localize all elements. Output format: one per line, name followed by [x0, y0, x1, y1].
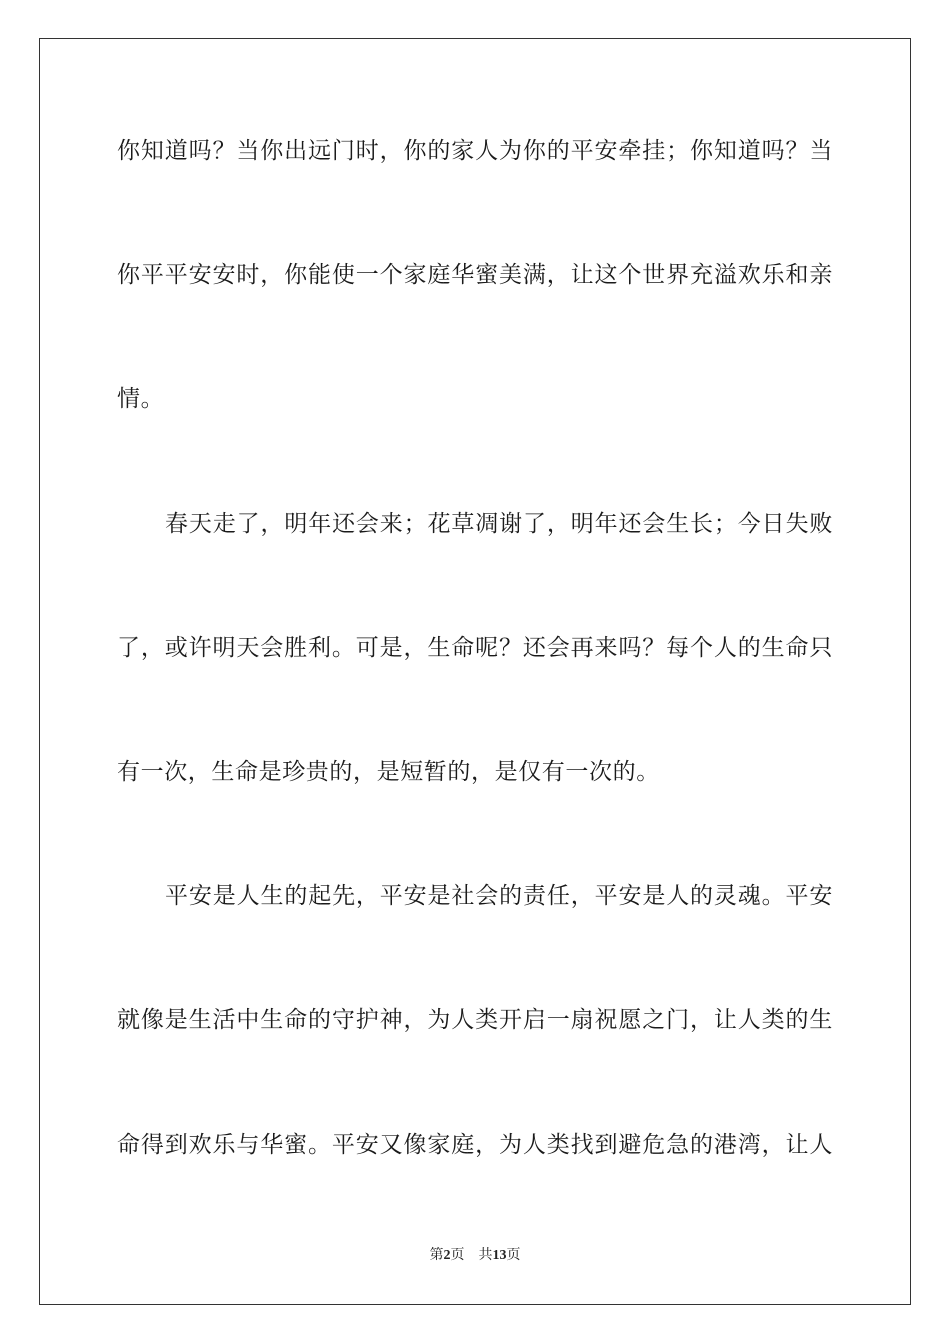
paragraph-2-line-3: 有一次，生命是珍贵的，是短暂的，是仅有一次的。 — [117, 759, 660, 785]
paragraph-1-line-3: 情。 — [117, 386, 165, 412]
page-number: 2 — [443, 1248, 451, 1263]
total-prefix: 共 — [478, 1248, 493, 1263]
total-pages: 13 — [492, 1248, 507, 1263]
paragraph-2-line-2: 了，或许明天会胜利。可是，生命呢？还会再来吗？每个人的生命只 — [117, 635, 833, 661]
paragraph-1-line-1: 你知道吗？当你出远门时，你的家人为你的平安牵挂；你知道吗？当 — [117, 138, 833, 164]
page-border — [39, 38, 911, 1305]
page-footer — [0, 1247, 950, 1265]
total-suffix: 页 — [506, 1248, 521, 1263]
paragraph-2-line-1: 春天走了，明年还会来；花草凋谢了，明年还会生长；今日失败 — [165, 511, 833, 537]
paragraph-3-line-3: 命得到欢乐与华蜜。平安又像家庭，为人类找到避危急的港湾，让人 — [117, 1132, 833, 1158]
paragraph-3-line-1: 平安是人生的起先，平安是社会的责任，平安是人的灵魂。平安 — [165, 883, 833, 909]
paragraph-3-line-2: 就像是生活中生命的守护神，为人类开启一扇祝愿之门，让人类的生 — [117, 1007, 833, 1033]
page-prefix: 第 — [429, 1248, 444, 1263]
page-suffix: 页 — [450, 1248, 465, 1263]
paragraph-1-line-2: 你平平安安时，你能使一个家庭华蜜美满，让这个世界充溢欢乐和亲 — [117, 262, 833, 288]
